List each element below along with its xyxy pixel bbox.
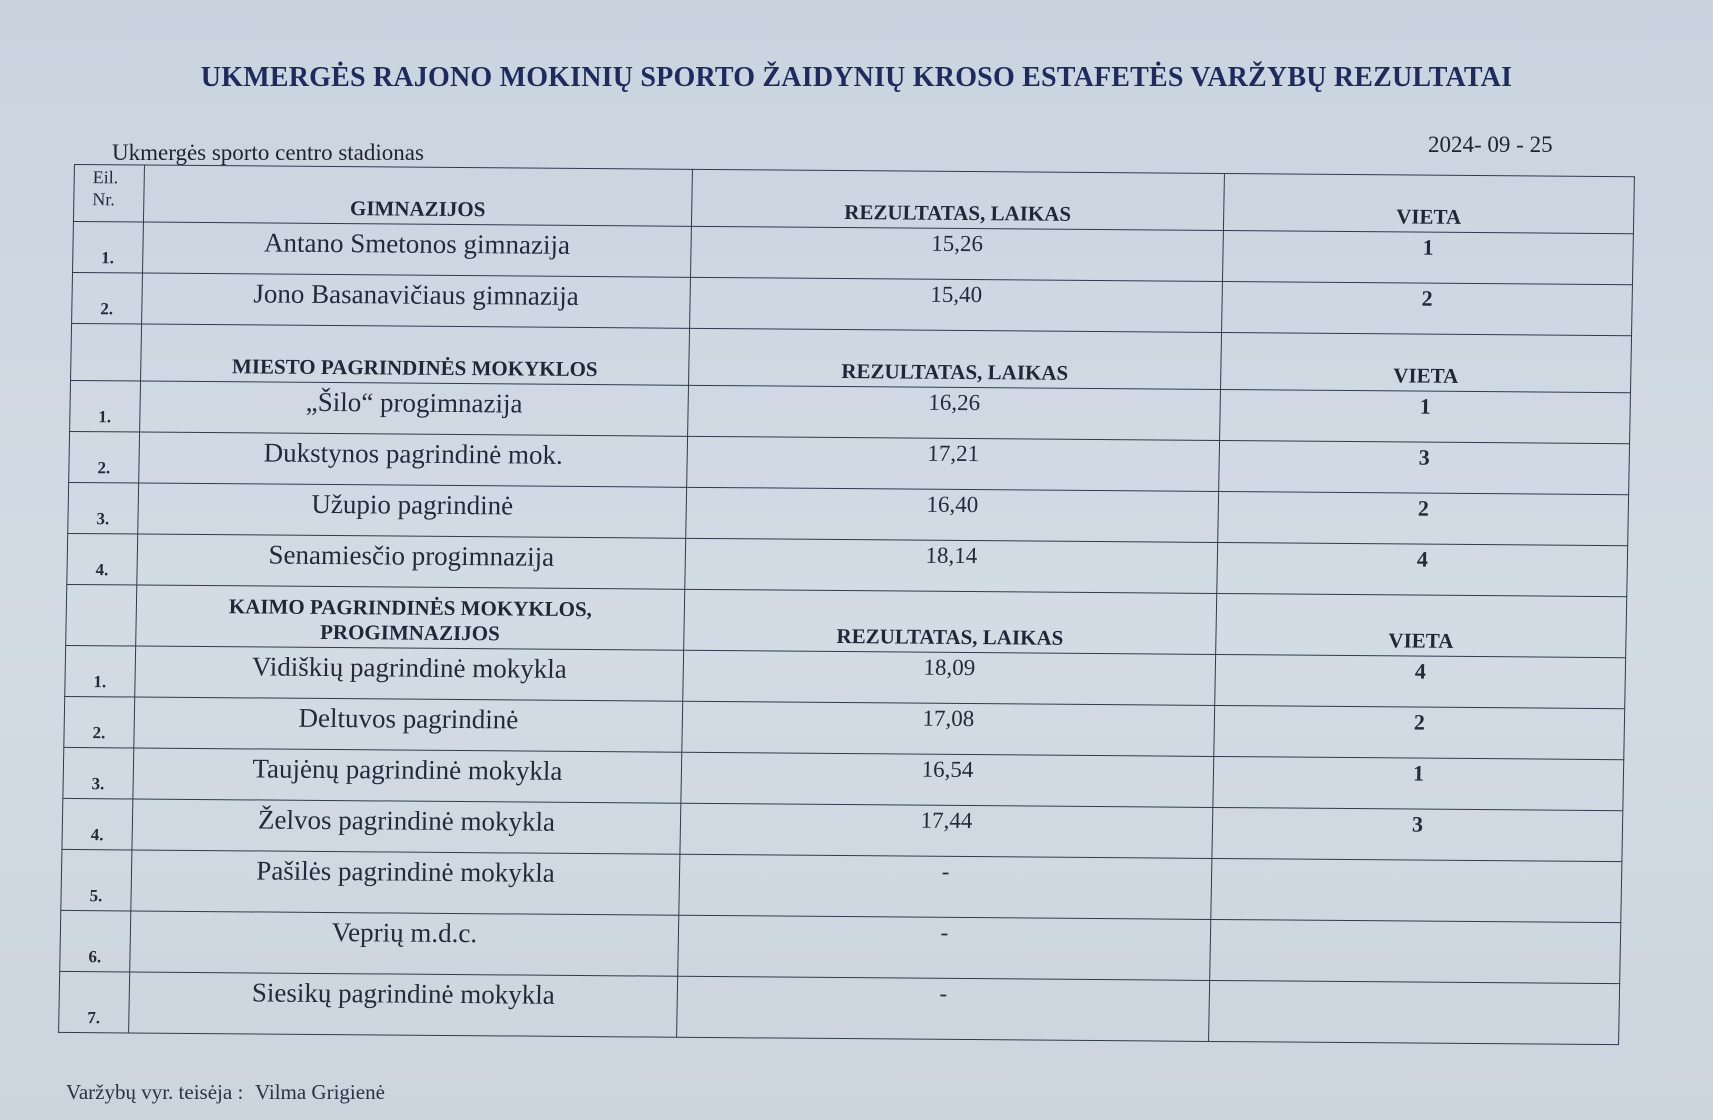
place-value: 2 bbox=[1421, 285, 1433, 311]
row-nr-cell bbox=[65, 645, 136, 697]
judge-label: Varžybų vyr. teisėja : bbox=[66, 1080, 244, 1104]
place-header-cell bbox=[1223, 174, 1634, 234]
place-value: 3 bbox=[1418, 444, 1431, 470]
row-nr: 5. bbox=[89, 886, 103, 906]
nr-header-line-1: Eil. bbox=[92, 167, 119, 188]
place-value: 2 bbox=[1413, 709, 1426, 735]
nr-header-line-2: Nr. bbox=[92, 189, 116, 210]
row-result-cell bbox=[686, 487, 1219, 542]
section-heading bbox=[136, 594, 684, 648]
row-result-cell bbox=[687, 436, 1220, 491]
row-place-cell bbox=[1215, 654, 1626, 708]
row-name-cell bbox=[143, 222, 692, 277]
row-nr: 1. bbox=[98, 407, 112, 427]
row-place-cell bbox=[1213, 756, 1624, 810]
row-name-cell bbox=[140, 381, 689, 436]
result-value: 15,26 bbox=[931, 230, 984, 257]
judge-name: Vilma Grigienė bbox=[254, 1080, 385, 1104]
place-value: 2 bbox=[1417, 495, 1430, 521]
row-place-cell bbox=[1219, 441, 1630, 495]
nr-header-cell bbox=[66, 584, 137, 646]
result-header-cell bbox=[691, 169, 1224, 230]
row-place-cell bbox=[1211, 858, 1622, 922]
place-value bbox=[1210, 983, 1619, 986]
place-value bbox=[1212, 861, 1621, 864]
row-nr: 7. bbox=[87, 1008, 101, 1028]
row-result-cell bbox=[679, 854, 1212, 919]
school-name: Dukstynos pagrindinė mok. bbox=[263, 437, 564, 470]
section-heading-cell bbox=[136, 585, 685, 650]
row-place-cell bbox=[1222, 282, 1633, 336]
row-nr-cell bbox=[67, 533, 138, 585]
row-result-cell bbox=[677, 976, 1210, 1041]
place-header: VIETA bbox=[1388, 628, 1454, 653]
result-value: 16,40 bbox=[926, 491, 979, 518]
row-result-cell bbox=[685, 538, 1218, 593]
result-value: 17,21 bbox=[927, 440, 980, 467]
venue-label: Ukmergės sporto centro stadionas bbox=[112, 140, 424, 165]
row-name-cell bbox=[130, 911, 679, 976]
row-result-cell bbox=[690, 277, 1223, 332]
school-name: Užupio pagrindinė bbox=[311, 488, 514, 521]
place-value: 1 bbox=[1422, 234, 1434, 260]
section-heading: MIESTO PAGRINDINĖS MOKYKLOS bbox=[231, 354, 598, 382]
row-place-cell bbox=[1210, 919, 1621, 983]
row-place-cell bbox=[1222, 231, 1633, 285]
table-row bbox=[59, 971, 1620, 1044]
result-value: - bbox=[939, 980, 948, 1006]
result-value: 16,26 bbox=[928, 389, 981, 416]
row-name-cell bbox=[134, 697, 683, 752]
place-value: 4 bbox=[1414, 658, 1427, 684]
result-value: 17,08 bbox=[922, 705, 975, 732]
result-value: - bbox=[941, 858, 950, 884]
section-heading-cell bbox=[141, 324, 690, 385]
row-place-cell bbox=[1209, 980, 1620, 1044]
row-nr-cell bbox=[69, 431, 140, 483]
row-nr-cell bbox=[64, 696, 135, 748]
result-header-cell bbox=[684, 589, 1217, 654]
school-name: Veprių m.d.c. bbox=[331, 917, 478, 949]
school-name: Antano Smetonos gimnazija bbox=[263, 227, 571, 260]
row-nr: 2. bbox=[97, 458, 111, 478]
row-nr: 2. bbox=[92, 723, 106, 743]
row-nr: 2. bbox=[100, 299, 114, 319]
school-name: Vidiškių pagrindinė mokykla bbox=[251, 651, 568, 684]
row-result-cell bbox=[678, 915, 1211, 980]
place-value bbox=[1211, 922, 1620, 925]
row-place-cell bbox=[1220, 390, 1631, 444]
row-nr-cell bbox=[61, 849, 132, 911]
row-place-cell bbox=[1214, 705, 1625, 759]
school-name: Želvos pagrindinė mokykla bbox=[257, 804, 556, 837]
row-name-cell bbox=[139, 432, 688, 487]
row-nr: 3. bbox=[96, 509, 110, 529]
row-nr: 4. bbox=[95, 560, 109, 580]
row-result-cell bbox=[690, 226, 1223, 281]
row-nr: 1. bbox=[101, 248, 115, 268]
result-value: 16,54 bbox=[921, 756, 974, 783]
row-name-cell bbox=[132, 799, 681, 854]
school-name: „Šilo“ progimnazija bbox=[305, 386, 523, 419]
result-value: 18,09 bbox=[923, 654, 976, 681]
section-heading-cell bbox=[143, 165, 692, 226]
row-name-cell bbox=[133, 748, 682, 803]
place-header: VIETA bbox=[1395, 204, 1462, 229]
row-nr: 4. bbox=[90, 825, 104, 845]
school-name: Pašilės pagrindinė mokykla bbox=[256, 855, 556, 888]
result-value: 15,40 bbox=[930, 281, 983, 308]
row-nr-cell bbox=[68, 482, 139, 534]
result-header: REZULTATAS, LAIKAS bbox=[836, 624, 1064, 650]
place-header: VIETA bbox=[1393, 363, 1459, 388]
section-heading: GIMNAZIJOS bbox=[349, 196, 486, 222]
judge-signature-line bbox=[66, 1080, 385, 1105]
row-nr-cell bbox=[63, 747, 134, 799]
row-place-cell bbox=[1217, 542, 1628, 596]
row-name-cell bbox=[142, 273, 691, 328]
section-heading-line-2: PROGIMNAZIJOS bbox=[319, 619, 501, 646]
result-value: 17,44 bbox=[920, 807, 973, 834]
results-table bbox=[58, 164, 1635, 1045]
row-result-cell bbox=[680, 803, 1213, 858]
school-name: Deltuvos pagrindinė bbox=[298, 702, 519, 735]
school-name: Siesikų pagrindinė mokykla bbox=[251, 977, 556, 1010]
row-name-cell bbox=[129, 972, 678, 1037]
document-title: UKMERGĖS RAJONO MOKINIŲ SPORTO ŽAIDYNIŲ KROSO ESTAFETĖS VARŽYBŲ REZULTATAI bbox=[200, 62, 1513, 93]
nr-header-cell bbox=[71, 323, 142, 381]
section-heading-line-1: KAIMO PAGRINDINĖS MOKYKLOS, bbox=[228, 594, 593, 622]
place-header-cell bbox=[1220, 333, 1631, 393]
place-value: 4 bbox=[1416, 546, 1429, 572]
row-nr-cell bbox=[62, 798, 133, 850]
row-result-cell bbox=[688, 385, 1221, 440]
result-value: - bbox=[940, 919, 949, 945]
place-value: 1 bbox=[1419, 393, 1431, 419]
row-nr: 1. bbox=[93, 672, 107, 692]
result-header-cell bbox=[689, 328, 1222, 389]
school-name: Taujėnų pagrindinė mokykla bbox=[252, 753, 563, 786]
nr-header-cell bbox=[73, 165, 144, 223]
row-name-cell bbox=[135, 646, 684, 701]
row-name-cell bbox=[138, 483, 687, 538]
row-result-cell bbox=[681, 752, 1214, 807]
row-nr: 6. bbox=[88, 947, 102, 967]
result-header: REZULTATAS, LAIKAS bbox=[844, 200, 1072, 226]
row-name-cell bbox=[137, 534, 686, 589]
place-value: 3 bbox=[1411, 811, 1424, 837]
row-result-cell bbox=[683, 650, 1216, 705]
date-label: 2024- 09 - 25 bbox=[1428, 132, 1553, 157]
row-nr: 3. bbox=[91, 774, 105, 794]
row-place-cell bbox=[1218, 491, 1629, 545]
result-header: REZULTATAS, LAIKAS bbox=[841, 359, 1069, 385]
row-place-cell bbox=[1212, 807, 1623, 861]
row-result-cell bbox=[682, 701, 1215, 756]
result-value: 18,14 bbox=[925, 542, 978, 569]
row-nr-cell bbox=[73, 221, 144, 273]
place-header-cell bbox=[1216, 593, 1627, 657]
row-nr-cell bbox=[60, 910, 131, 972]
row-name-cell bbox=[131, 850, 680, 915]
row-nr-cell bbox=[59, 971, 130, 1033]
place-value: 1 bbox=[1412, 760, 1425, 786]
row-nr-cell bbox=[70, 380, 141, 432]
school-name: Senamiesčio progimnazija bbox=[268, 539, 555, 572]
school-name: Jono Basanavičiaus gimnazija bbox=[253, 278, 580, 311]
row-nr-cell bbox=[72, 272, 143, 324]
